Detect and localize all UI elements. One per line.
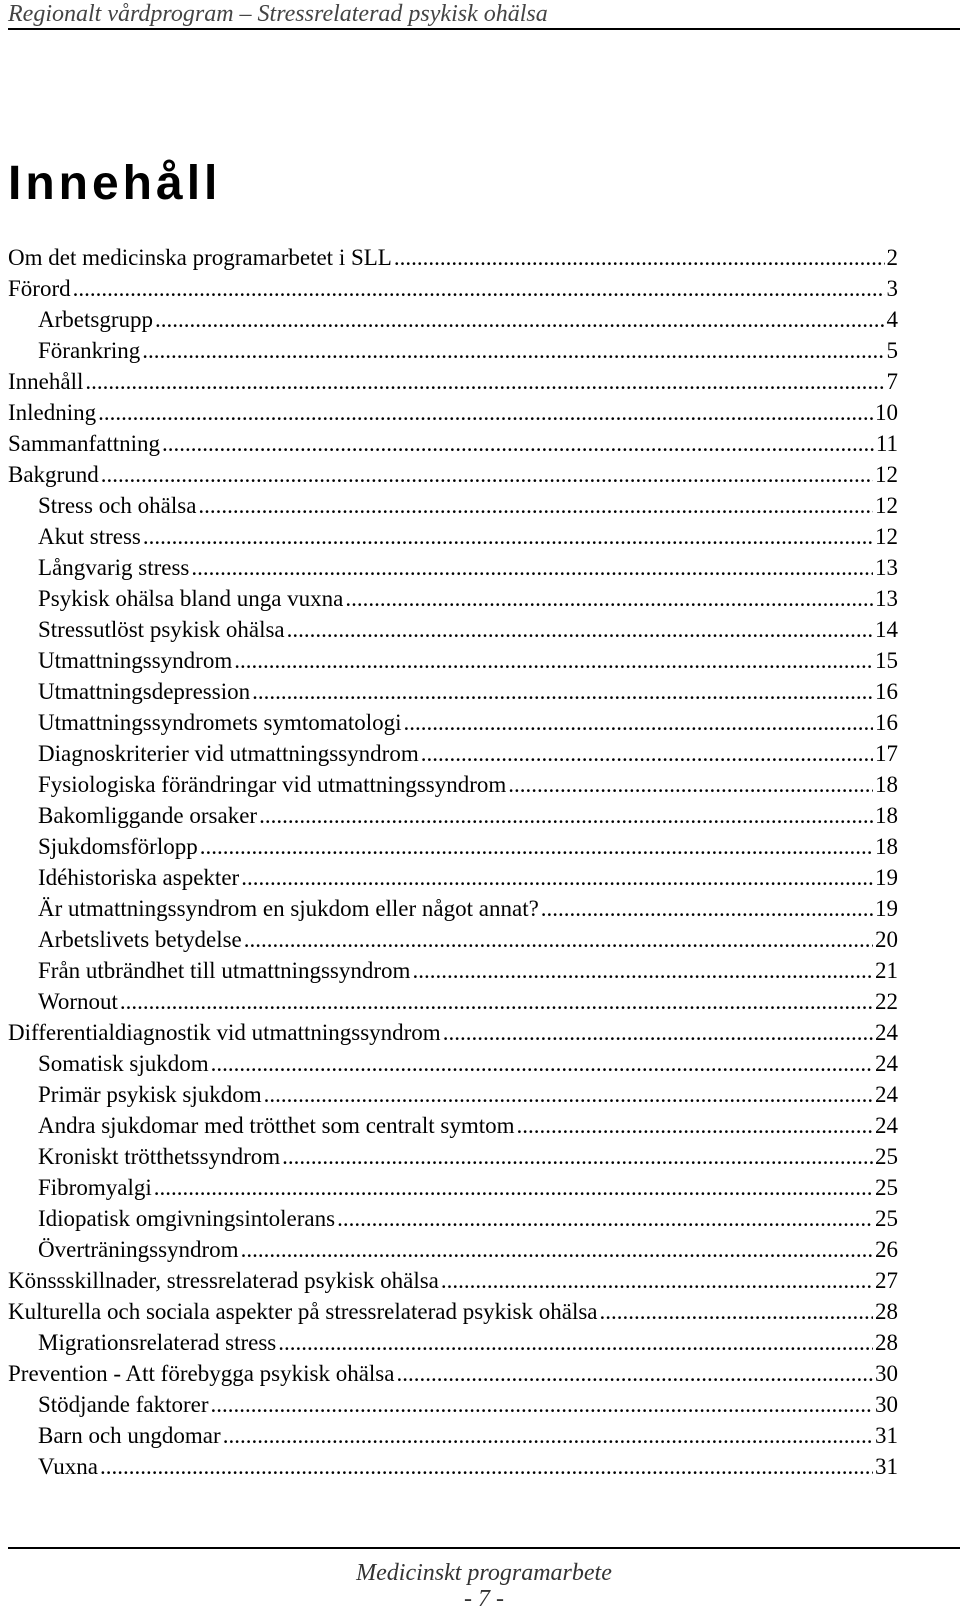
toc-entry-page: 25 — [875, 1175, 898, 1200]
toc-entry[interactable] — [8, 1420, 898, 1451]
toc-dot-leader — [223, 1420, 873, 1451]
toc-entry[interactable] — [8, 1172, 898, 1203]
toc-entry[interactable] — [8, 924, 898, 955]
toc-dot-leader — [441, 1265, 873, 1296]
toc-entry-title: Utmattningsdepression — [38, 679, 251, 704]
toc-entry[interactable] — [8, 986, 898, 1017]
toc-entry-title: Förord — [8, 276, 71, 301]
toc-entry-page: 31 — [875, 1423, 898, 1448]
toc-dot-leader — [85, 366, 884, 397]
footer-publisher: Medicinskt programarbete — [356, 1560, 612, 1586]
toc-entry[interactable] — [8, 800, 898, 831]
toc-dot-leader — [259, 800, 873, 831]
toc-entry[interactable] — [8, 552, 898, 583]
toc-dot-leader — [337, 1203, 873, 1234]
toc-entry[interactable] — [8, 1110, 898, 1141]
toc-dot-leader — [394, 242, 885, 273]
toc-entry-title: Wornout — [38, 989, 118, 1014]
toc-entry-title: Utmattningssyndrom — [38, 648, 233, 673]
toc-entry-page: 28 — [875, 1330, 898, 1355]
toc-entry[interactable] — [8, 1296, 898, 1327]
toc-entry[interactable] — [8, 273, 898, 304]
toc-dot-leader — [396, 1358, 873, 1389]
toc-entry-page: 12 — [875, 524, 898, 549]
toc-entry-page: 4 — [886, 307, 898, 332]
toc-entry-page: 24 — [875, 1020, 898, 1045]
toc-entry-title: Migrationsrelaterad stress — [38, 1330, 277, 1355]
toc-entry[interactable] — [8, 1048, 898, 1079]
toc-entry-title: Idiopatisk omgivningsintolerans — [38, 1206, 336, 1231]
toc-dot-leader — [345, 583, 873, 614]
toc-entry-page: 16 — [875, 679, 898, 704]
toc-entry-title: Andra sjukdomar med trötthet som centralt symtom — [38, 1113, 515, 1138]
toc-entry-page: 28 — [875, 1299, 898, 1324]
toc-entry-title: Idéhistoriska aspekter — [38, 865, 240, 890]
toc-entry[interactable] — [8, 1141, 898, 1172]
toc-entry[interactable] — [8, 1079, 898, 1110]
toc-dot-leader — [120, 986, 873, 1017]
toc-entry[interactable] — [8, 304, 898, 335]
toc-entry-page: 21 — [875, 958, 898, 983]
toc-entry[interactable] — [8, 490, 898, 521]
running-header — [8, 0, 960, 30]
toc-entry-page: 19 — [875, 896, 898, 921]
toc-entry[interactable] — [8, 707, 898, 738]
toc-dot-leader — [98, 397, 873, 428]
toc-entry[interactable] — [8, 1327, 898, 1358]
toc-dot-leader — [404, 707, 873, 738]
toc-entry[interactable] — [8, 738, 898, 769]
toc-dot-leader — [517, 1110, 873, 1141]
toc-entry-page: 18 — [875, 772, 898, 797]
toc-entry-title: Från utbrändhet till utmattningssyndrom — [38, 958, 411, 983]
toc-entry-page: 18 — [875, 834, 898, 859]
toc-entry-page: 24 — [875, 1113, 898, 1138]
toc-dot-leader — [143, 521, 873, 552]
toc-entry[interactable] — [8, 645, 898, 676]
toc-entry-page: 18 — [875, 803, 898, 828]
toc-entry-page: 12 — [875, 462, 898, 487]
toc-entry[interactable] — [8, 583, 898, 614]
toc-entry-page: 7 — [886, 369, 898, 394]
toc-entry[interactable] — [8, 676, 898, 707]
toc-entry[interactable] — [8, 614, 898, 645]
toc-entry[interactable] — [8, 1017, 898, 1048]
running-footer — [8, 1547, 960, 1610]
toc-entry-title: Stress och ohälsa — [38, 493, 197, 518]
toc-dot-leader — [287, 614, 873, 645]
toc-entry[interactable] — [8, 335, 898, 366]
toc-entry-page: 19 — [875, 865, 898, 890]
toc-entry-title: Arbetsgrupp — [38, 307, 153, 332]
toc-entry-title: Bakomliggande orsaker — [38, 803, 258, 828]
toc-dot-leader — [234, 645, 873, 676]
toc-entry-title: Fibromyalgi — [38, 1175, 152, 1200]
toc-dot-leader — [252, 676, 873, 707]
toc-entry-title: Innehåll — [8, 369, 84, 394]
toc-entry[interactable] — [8, 1203, 898, 1234]
toc-entry-title: Barn och ungdomar — [38, 1423, 221, 1448]
toc-entry-title: Bakgrund — [8, 462, 99, 487]
toc-entry-page: 26 — [875, 1237, 898, 1262]
toc-entry-title: Fysiologiska förändringar vid utmattningssyndrom — [38, 772, 507, 797]
toc-entry-page: 17 — [875, 741, 898, 766]
toc-dot-leader — [600, 1296, 874, 1327]
toc-entry-page: 16 — [875, 710, 898, 735]
toc-entry-title: Prevention - Att förebygga psykisk ohälsa — [8, 1361, 395, 1386]
toc-dot-leader — [508, 769, 873, 800]
toc-entry-page: 11 — [875, 431, 898, 456]
toc-dot-leader — [278, 1327, 873, 1358]
toc-entry-page: 30 — [875, 1392, 898, 1417]
toc-entry-page: 14 — [875, 617, 898, 642]
toc-entry-title: Diagnoskriterier vid utmattningssyndrom — [38, 741, 419, 766]
toc-entry[interactable] — [8, 397, 898, 428]
toc-entry[interactable] — [8, 862, 898, 893]
toc-entry-title: Akut stress — [38, 524, 141, 549]
toc-entry[interactable] — [8, 955, 898, 986]
toc-entry-page: 25 — [875, 1206, 898, 1231]
toc-dot-leader — [162, 428, 874, 459]
toc-entry[interactable] — [8, 1358, 898, 1389]
toc-entry-title: Somatisk sjukdom — [38, 1051, 209, 1076]
toc-entry-page: 25 — [875, 1144, 898, 1169]
toc-dot-leader — [421, 738, 873, 769]
table-of-contents — [8, 242, 898, 1482]
toc-entry-page: 31 — [875, 1454, 898, 1479]
toc-entry[interactable] — [8, 366, 898, 397]
toc-entry[interactable] — [8, 521, 898, 552]
toc-entry-title: Psykisk ohälsa bland unga vuxna — [38, 586, 344, 611]
toc-dot-leader — [198, 490, 873, 521]
toc-dot-leader — [200, 831, 873, 862]
toc-dot-leader — [412, 955, 873, 986]
toc-entry[interactable] — [8, 769, 898, 800]
toc-entry[interactable] — [8, 459, 898, 490]
toc-dot-leader — [241, 1234, 873, 1265]
page-title: Innehåll — [8, 157, 222, 210]
toc-dot-leader — [211, 1048, 873, 1079]
toc-entry-page: 22 — [875, 989, 898, 1014]
toc-dot-leader — [142, 335, 884, 366]
toc-dot-leader — [264, 1079, 873, 1110]
toc-entry-title: Sammanfattning — [8, 431, 161, 456]
toc-entry-page: 12 — [875, 493, 898, 518]
toc-entry[interactable] — [8, 1265, 898, 1296]
toc-dot-leader — [100, 1451, 873, 1482]
toc-entry-page: 5 — [886, 338, 898, 363]
toc-entry[interactable] — [8, 1451, 898, 1482]
toc-entry[interactable] — [8, 242, 898, 273]
toc-entry-title: Långvarig stress — [38, 555, 190, 580]
toc-entry-title: Kroniskt trötthetssyndrom — [38, 1144, 281, 1169]
toc-entry-page: 27 — [875, 1268, 898, 1293]
toc-entry[interactable] — [8, 893, 898, 924]
toc-entry-page: 24 — [875, 1051, 898, 1076]
toc-entry-page: 30 — [875, 1361, 898, 1386]
toc-entry-title: Förankring — [38, 338, 141, 363]
toc-entry-title: Könssskillnader, stressrelaterad psykisk ohälsa — [8, 1268, 439, 1293]
toc-entry-page: 13 — [875, 555, 898, 580]
toc-entry[interactable] — [8, 831, 898, 862]
toc-entry-title: Sjukdomsförlopp — [38, 834, 198, 859]
toc-dot-leader — [191, 552, 873, 583]
toc-entry-title: Utmattningssyndromets symtomatologi — [38, 710, 402, 735]
toc-entry-page: 3 — [886, 276, 898, 301]
toc-dot-leader — [443, 1017, 873, 1048]
toc-entry-title: Överträningssyndrom — [38, 1237, 239, 1262]
toc-entry-page: 24 — [875, 1082, 898, 1107]
toc-entry[interactable] — [8, 1389, 898, 1420]
running-header-title: Regionalt vårdprogram – Stressrelaterad psykisk ohälsa — [8, 1, 548, 27]
toc-entry-title: Primär psykisk sjukdom — [38, 1082, 262, 1107]
toc-entry-title: Om det medicinska programarbetet i SLL — [8, 245, 392, 270]
toc-dot-leader — [211, 1389, 873, 1420]
toc-entry-title: Inledning — [8, 400, 97, 425]
toc-dot-leader — [101, 459, 873, 490]
toc-dot-leader — [244, 924, 873, 955]
toc-entry-title: Kulturella och sociala aspekter på stressrelaterad psykisk ohälsa — [8, 1299, 598, 1324]
toc-entry-title: Vuxna — [38, 1454, 98, 1479]
toc-dot-leader — [541, 893, 873, 924]
toc-dot-leader — [241, 862, 873, 893]
toc-entry-page: 20 — [875, 927, 898, 952]
toc-dot-leader — [282, 1141, 873, 1172]
toc-entry-page: 2 — [886, 245, 898, 270]
toc-entry-title: Stödjande faktorer — [38, 1392, 209, 1417]
toc-dot-leader — [155, 304, 885, 335]
toc-entry-page: 13 — [875, 586, 898, 611]
toc-entry-page: 10 — [875, 400, 898, 425]
toc-dot-leader — [154, 1172, 873, 1203]
toc-entry[interactable] — [8, 428, 898, 459]
footer-page-number: - 7 - — [464, 1586, 504, 1612]
toc-entry-page: 15 — [875, 648, 898, 673]
toc-dot-leader — [73, 273, 885, 304]
toc-entry-title: Arbetslivets betydelse — [38, 927, 242, 952]
toc-entry-title: Differentialdiagnostik vid utmattningssyndrom — [8, 1020, 441, 1045]
toc-entry-title: Är utmattningssyndrom en sjukdom eller något annat? — [38, 896, 539, 921]
toc-entry-title: Stressutlöst psykisk ohälsa — [38, 617, 285, 642]
toc-entry[interactable] — [8, 1234, 898, 1265]
